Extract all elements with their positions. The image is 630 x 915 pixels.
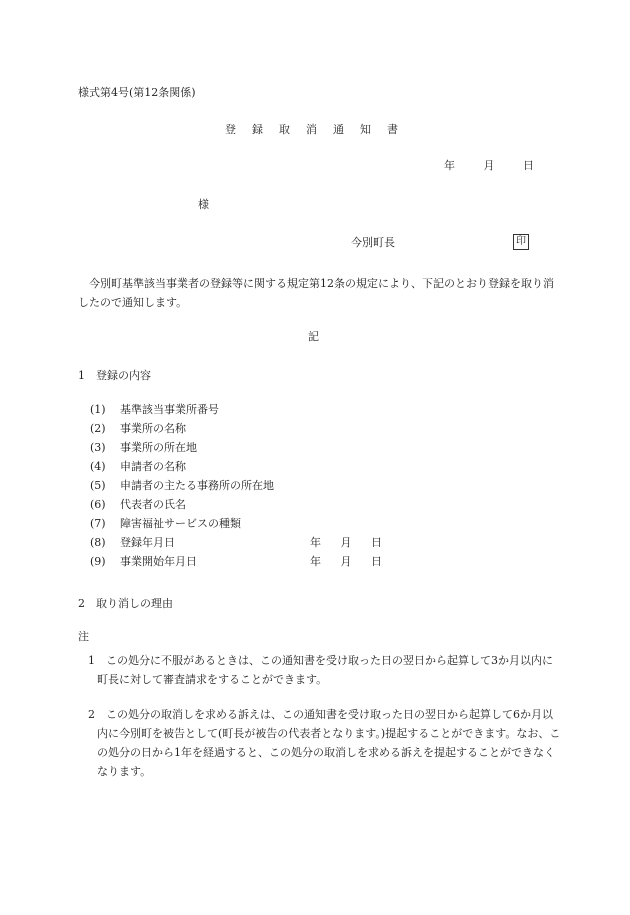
item-label: 事業所の名称 <box>120 422 186 435</box>
item-label: 障害福祉サービスの種類 <box>120 517 241 530</box>
list-item <box>90 480 382 499</box>
date-day: 日 <box>523 159 534 172</box>
item-date-month: 月 <box>340 555 352 568</box>
item-number: (5) <box>90 479 106 492</box>
item-number: (7) <box>90 517 106 530</box>
item-label: 申請者の名称 <box>120 460 186 473</box>
item-label: 基準該当事業所番号 <box>120 403 219 416</box>
list-item <box>90 518 382 537</box>
item-number: (1) <box>90 403 106 416</box>
item-number: (2) <box>90 422 106 435</box>
item-label: 事業開始年月日 <box>120 555 197 568</box>
item-date-year: 年 <box>310 555 321 568</box>
recipient-suffix: 様 <box>198 198 209 211</box>
list-item <box>90 442 382 461</box>
item-date-month: 月 <box>340 536 352 549</box>
date-line <box>444 160 534 171</box>
list-item <box>90 537 382 556</box>
item-number: (4) <box>90 460 106 473</box>
item-label: 申請者の主たる事務所の所在地 <box>120 479 274 492</box>
item-date <box>310 556 382 575</box>
item-number: (6) <box>90 498 106 511</box>
seal-mark: 印 <box>513 234 529 250</box>
note-heading: 注 <box>78 630 89 643</box>
date-year: 年 <box>444 159 455 172</box>
form-number: 様式第4号(第12条関係) <box>78 86 196 99</box>
item-date <box>310 537 382 556</box>
item-list <box>90 404 382 575</box>
item-date-year: 年 <box>310 536 321 549</box>
date-month: 月 <box>483 159 495 172</box>
list-item <box>90 499 382 518</box>
document-title: 登録取消通知書 <box>225 123 414 136</box>
section-heading-reason: 2 取り消しの理由 <box>78 597 173 610</box>
ki-heading: 記 <box>308 330 319 343</box>
body-text: 今別町基準該当事業者の登録等に関する規定第12条の規定により、下記のとおり登録を取り消したので通知します。 <box>78 277 554 309</box>
item-label: 代表者の氏名 <box>120 498 186 511</box>
note-item-2: 2 この処分の取消しを求める訴えは、この通知書を受け取った日の翌日から起算して6か月以内に今別町を被告として(町長が被告の代表者となります。)提起することができます。なお、この処分の日から1年を経過すると、この処分の取消しを求める訴えを提起することができなくなります。 <box>88 708 561 778</box>
list-item <box>90 423 382 442</box>
section-heading-contents: 1 登録の内容 <box>78 369 151 382</box>
issuer-name: 今別町長 <box>351 236 395 249</box>
list-item <box>90 461 382 480</box>
item-date-day: 日 <box>371 536 382 549</box>
item-number: (3) <box>90 441 106 454</box>
item-number: (9) <box>90 555 106 568</box>
item-number: (8) <box>90 536 106 549</box>
list-item <box>90 404 382 423</box>
item-date-day: 日 <box>371 555 382 568</box>
list-item <box>90 556 382 575</box>
note-item-1: 1 この処分に不服があるときは、この通知書を受け取った日の翌日から起算して3か月以内に町長に対して審査請求をすることができます。 <box>88 654 553 686</box>
item-label: 登録年月日 <box>120 536 175 549</box>
item-label: 事業所の所在地 <box>120 441 197 454</box>
